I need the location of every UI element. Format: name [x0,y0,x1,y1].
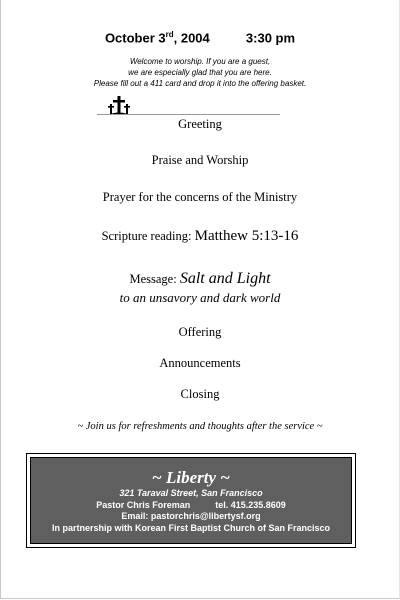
pastor-phone: tel. 415.235.8609 [215,499,286,510]
service-date-time [0,30,400,45]
pastor-email: Email: pastorchris@libertysf.org [121,511,261,521]
welcome-message [0,56,400,89]
scripture-label: Scripture reading: [101,229,195,243]
order-announcements: Announcements [159,356,241,370]
church-address: 321 Taraval Street, San Francisco [119,488,263,498]
order-message [0,270,400,288]
divider-rule [97,114,280,115]
pastor-name: Pastor Chris Foreman [96,499,191,510]
order-prayer: Prayer for the concerns of the Ministry [102,190,298,204]
welcome-line-1: Welcome to worship. If you are a guest, [129,57,271,66]
scripture-reference: Matthew 5:13-16 [194,228,299,244]
date-suffix: rd [165,30,174,39]
church-name: ~ Liberty ~ [152,468,230,487]
service-time: 3:30 pm [245,30,296,46]
order-scripture [0,228,400,245]
order-offering: Offering [178,325,222,339]
refreshments-note: ~ Join us for refreshments and thoughts after the service ~ [77,421,323,432]
date-year: , 2004 [173,30,210,46]
church-info-box [26,453,356,548]
three-crosses-icon [108,96,130,116]
message-label: Message: [129,272,180,286]
date-main: October 3 [104,30,166,46]
order-greeting: Greeting [178,117,222,131]
order-praise: Praise and Worship [151,153,249,167]
pastor-contact [31,500,351,512]
welcome-line-3: Please fill out a 411 card and drop it into the offering basket. [93,79,307,88]
message-subtitle: to an unsavory and dark world [119,290,281,305]
partnership-note: In partnership with Korean First Baptist Church of San Francisco [51,522,331,533]
church-info-panel [30,457,352,544]
welcome-line-2: we are especially glad that you are here. [128,68,272,77]
order-closing: Closing [180,387,220,401]
message-title: Salt and Light [179,270,271,287]
